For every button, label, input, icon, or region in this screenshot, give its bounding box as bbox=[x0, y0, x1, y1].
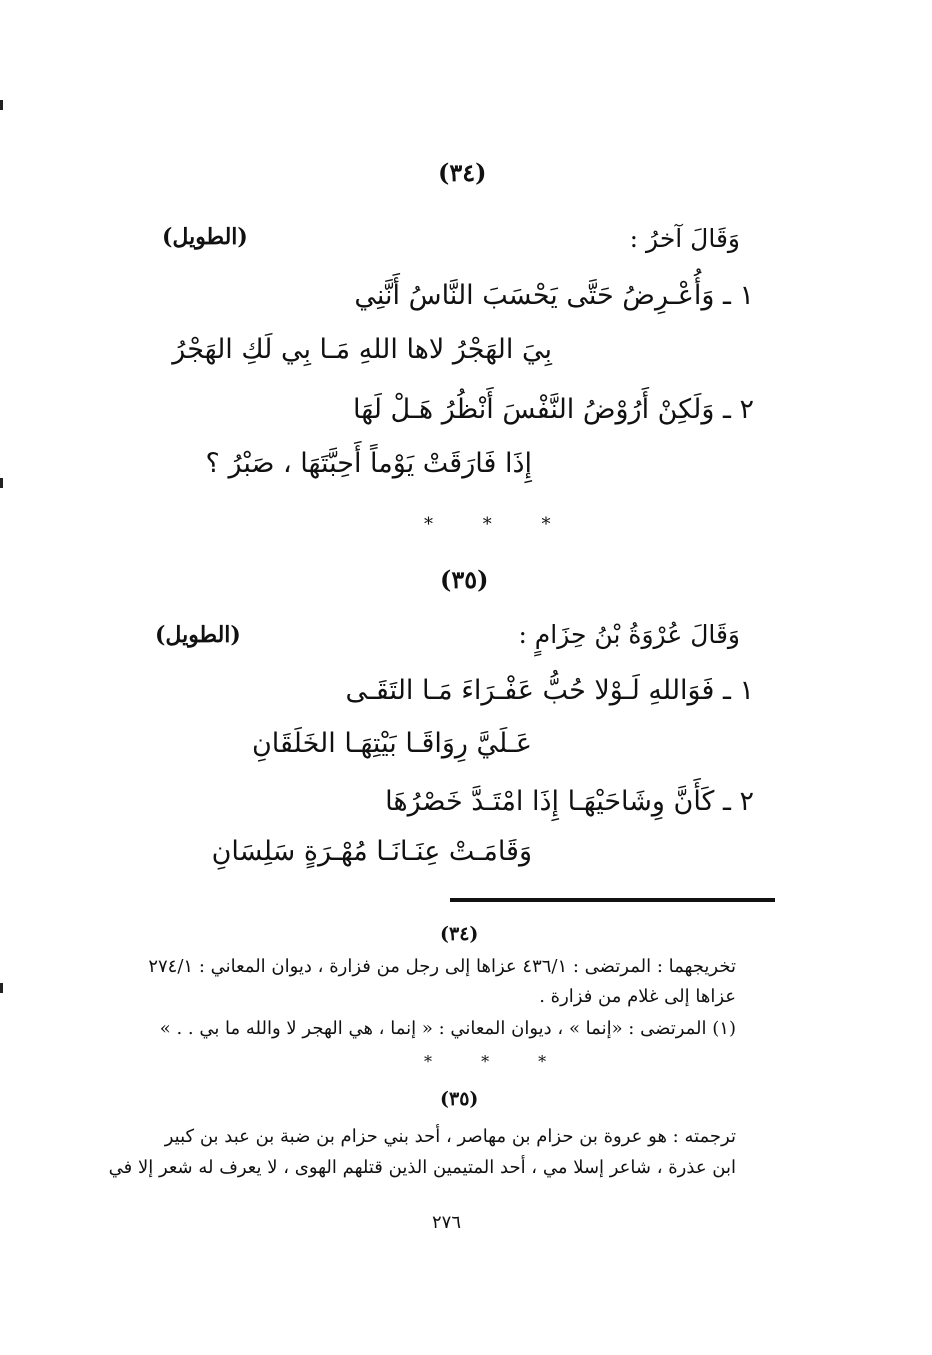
footnote-number: (٣٥) bbox=[440, 1088, 479, 1110]
verse-second-hemistich: وَقَامَـتْ عِنَـانَـا مُهْـرَةٍ سَلِسَانِ bbox=[211, 836, 532, 867]
verse-first-hemistich: ١ ـ وَأُعْـرِضُ حَتَّى يَحْسَبَ النَّاسُ أَنَّنِي bbox=[354, 280, 754, 311]
verse-second-hemistich: إِذَا فَارَقَتْ يَوْماً أَحِبَّتَهَا ، صَبْرُ ؟ bbox=[205, 448, 532, 479]
poem-number: (٣٤) bbox=[438, 158, 487, 187]
section-separator: * * * bbox=[424, 1052, 569, 1071]
verse-second-hemistich: بِيَ الهَجْرُ لاها اللهِ مَـا بِي لَكِ الهَجْرُ bbox=[172, 334, 552, 365]
footnote-line: عزاها إلى غلام من فزارة . bbox=[539, 986, 736, 1007]
footnote-line: تخريجهما : المرتضى : ٤٣٦/١ عزاها إلى رجل من فزارة ، ديوان المعاني : ٢٧٤/١ bbox=[148, 956, 736, 977]
footnote-line: ابن عذرة ، شاعر إسلا مي ، أحد المتيمين الذين قتلهم الهوى ، لا يعرف له شعر إلا في bbox=[108, 1157, 736, 1178]
scan-edge-mark bbox=[0, 983, 3, 993]
poem-intro: وَقَالَ آخرُ : bbox=[629, 224, 740, 253]
section-separator: * * * bbox=[424, 514, 573, 535]
scan-edge-mark bbox=[0, 100, 3, 110]
footnote-number: (٣٤) bbox=[440, 923, 479, 945]
verse-first-hemistich: ٢ ـ وَلَكِنْ أَرُوْضُ النَّفْسَ أَنْظُرُ هَـلْ لَهَا bbox=[353, 394, 754, 425]
poem-meter: (الطويل) bbox=[162, 224, 248, 250]
verse-first-hemistich: ١ ـ فَوَاللهِ لَـوْلا حُبُّ عَفْـرَاءَ مَـا التَقَـى bbox=[345, 675, 754, 706]
scan-edge-mark bbox=[0, 478, 3, 488]
footnote-divider bbox=[450, 898, 775, 902]
poem-number: (٣٥) bbox=[440, 565, 489, 594]
verse-first-hemistich: ٢ ـ كَأَنَّ وِشَاحَيْهَـا إِذَا امْتَـدَّ خَصْرُهَا bbox=[385, 786, 754, 817]
verse-second-hemistich: عَـلَيَّ رِوَاقَـا بَيْتِهَـا الخَلَقَانِ bbox=[251, 728, 532, 759]
footnote-line: (١) المرتضى : «إنما » ، ديوان المعاني : « إنما ، هي الهجر لا والله ما بي . . » bbox=[159, 1018, 736, 1039]
page-number: ٢٧٦ bbox=[432, 1212, 462, 1233]
footnote-line: ترجمته : هو عروة بن حزام بن مهاصر ، أحد بني حزام بن ضبة بن عبد بن كبير bbox=[164, 1126, 736, 1147]
poem-intro: وَقَالَ عُرْوَةُ بْنُ حِزَامٍ : bbox=[518, 620, 740, 649]
poem-meter: (الطويل) bbox=[155, 622, 241, 648]
